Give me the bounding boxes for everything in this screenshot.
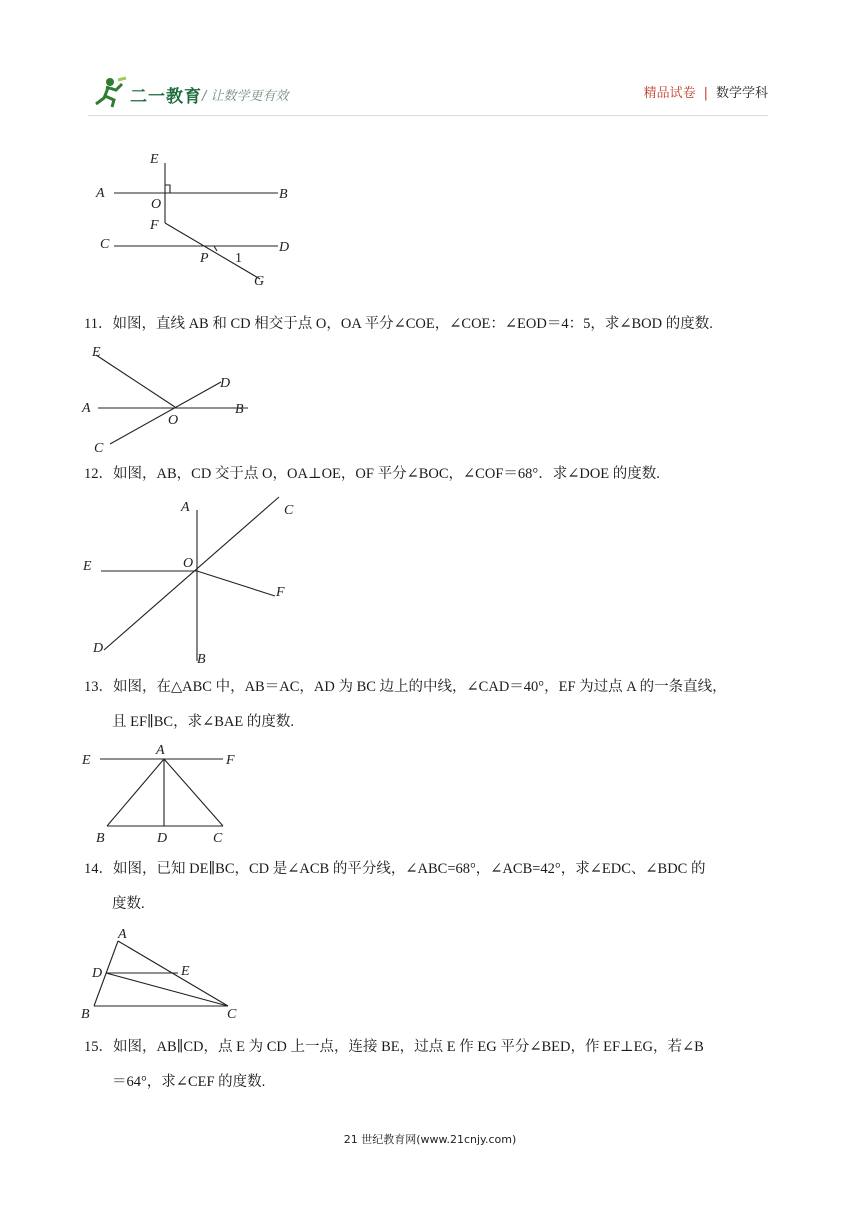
label-D: D — [279, 240, 290, 255]
header-tag-subject: 数学学科 — [715, 86, 768, 101]
question-12-text: 12．如图，AB，CD 交于点 O，OA⊥OE，OF 平分∠BOC，∠COF＝68°．求∠DOE 的度数. — [84, 466, 660, 482]
question-14-line1: 14．如图，已知 DE∥BC，CD 是∠ACB 的平分线，∠ABC=68°，∠ACB=42°，求∠EDC、∠BDC 的 — [84, 861, 706, 877]
brand-name: 二一教育 — [130, 87, 202, 107]
page-header — [88, 72, 768, 112]
figure-q12 — [78, 493, 308, 668]
label-A: A — [82, 401, 91, 416]
label-D: D — [220, 376, 231, 391]
figure-q13 — [78, 742, 258, 847]
label-C: C — [227, 1007, 237, 1022]
question-15-line1: 15．如图，AB∥CD，点 E 为 CD 上一点，连接 BE，过点 E 作 EG 平分∠BED，作 EF⊥EG，若∠B — [84, 1039, 704, 1055]
header-tags — [644, 82, 768, 101]
question-11-text: 11．如图，直线 AB 和 CD 相交于点 O，OA 平分∠COE，∠COE：∠EOD＝4：5，求∠BOD 的度数. — [84, 316, 713, 332]
label-A: A — [181, 500, 190, 515]
question-15-line2: ＝64°，求∠CEF 的度数. — [112, 1074, 266, 1090]
label-E: E — [92, 345, 101, 360]
label-C: C — [284, 503, 294, 518]
brand-slogan: / 让数学更有效 — [202, 89, 289, 104]
label-O: O — [168, 413, 179, 428]
label-A: A — [118, 927, 127, 942]
brand-logo — [88, 76, 328, 108]
header-tag-quality: 精品试卷 — [643, 86, 696, 101]
label-E: E — [150, 152, 159, 167]
label-D: D — [92, 966, 103, 981]
label-B: B — [81, 1007, 90, 1022]
label-F: F — [226, 753, 235, 768]
question-13 — [84, 675, 727, 734]
question-11 — [84, 312, 713, 336]
question-15 — [84, 1035, 704, 1094]
label-C: C — [94, 441, 104, 456]
question-14 — [84, 857, 705, 916]
label-B: B — [279, 187, 288, 202]
label-B: B — [235, 402, 244, 417]
label-A: A — [156, 743, 165, 758]
page-footer: 21 世纪教育网(www.21cnjy.com) — [343, 1133, 517, 1146]
header-rule — [88, 115, 768, 116]
label-D: D — [157, 831, 168, 846]
label-F: F — [150, 218, 159, 233]
label-G: G — [254, 274, 265, 289]
label-F: F — [276, 585, 285, 600]
label-C: C — [100, 237, 110, 252]
label-O: O — [151, 197, 162, 212]
question-13-line1: 13．如图，在△ABC 中，AB＝AC，AD 为 BC 边上的中线，∠CAD＝40°，EF 为过点 A 的一条直线， — [84, 679, 727, 695]
figure-q14 — [78, 924, 258, 1024]
label-B: B — [197, 652, 206, 667]
question-13-line2: 且 EF∥BC，求∠BAE 的度数. — [112, 714, 294, 730]
figure-q10 — [88, 145, 308, 290]
figure-q11 — [78, 342, 278, 457]
label-B: B — [96, 831, 105, 846]
label-E: E — [181, 964, 190, 979]
label-O: O — [183, 556, 194, 571]
label-A: A — [96, 186, 105, 201]
header-separator: | — [703, 86, 708, 101]
question-14-line2: 度数. — [112, 896, 145, 912]
label-C: C — [213, 831, 223, 846]
label-D: D — [93, 641, 104, 656]
question-12 — [84, 462, 660, 486]
label-E: E — [83, 559, 92, 574]
label-P: P — [200, 251, 209, 266]
label-E: E — [82, 753, 91, 768]
runner-icon — [88, 76, 128, 108]
label-angle-1: 1 — [235, 251, 242, 266]
